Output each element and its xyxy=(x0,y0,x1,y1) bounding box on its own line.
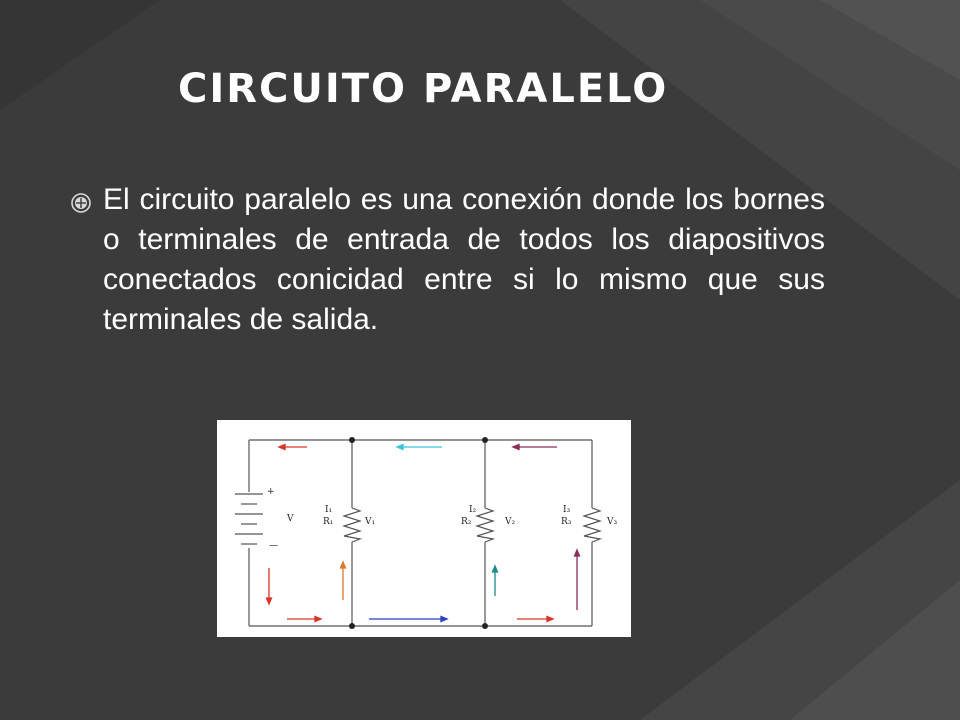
battery xyxy=(235,494,263,544)
current-arrows xyxy=(267,445,580,622)
branch-2-current-label: I₂ xyxy=(469,505,477,515)
source-voltage-label: V xyxy=(287,514,294,524)
resistor-3 xyxy=(584,508,600,542)
branch-3-resistor-label: R₃ xyxy=(561,517,572,527)
circuit-wires xyxy=(249,440,592,626)
resistor-2 xyxy=(477,508,493,542)
parallel-circuit-diagram xyxy=(217,420,631,637)
resistor-1 xyxy=(344,508,360,542)
bullet-text: El circuito paralelo es una conexión donde los bornes o terminales de entrada de todos los diapositivos conectados conicidad entre si lo mismo que sus terminales de salida. xyxy=(103,183,825,336)
branch-1-current-label: I₁ xyxy=(325,505,333,515)
branch-3-current-label: I₃ xyxy=(563,505,571,515)
bullet-icon xyxy=(70,192,92,214)
junction-dots xyxy=(349,437,488,629)
branch-3-voltage-label: V₃ xyxy=(607,517,618,527)
branch-2-voltage-label: V₂ xyxy=(505,517,516,527)
branch-1-voltage-label: V₁ xyxy=(365,517,376,527)
circuit-svg xyxy=(217,420,631,637)
branch-1-resistor-label: R₁ xyxy=(323,517,334,527)
battery-plus-label: + xyxy=(267,487,275,497)
branch-2-resistor-label: R₂ xyxy=(461,517,472,527)
slide-title: CIRCUITO PARALELO xyxy=(178,66,669,112)
battery-minus-label: — xyxy=(269,541,278,551)
